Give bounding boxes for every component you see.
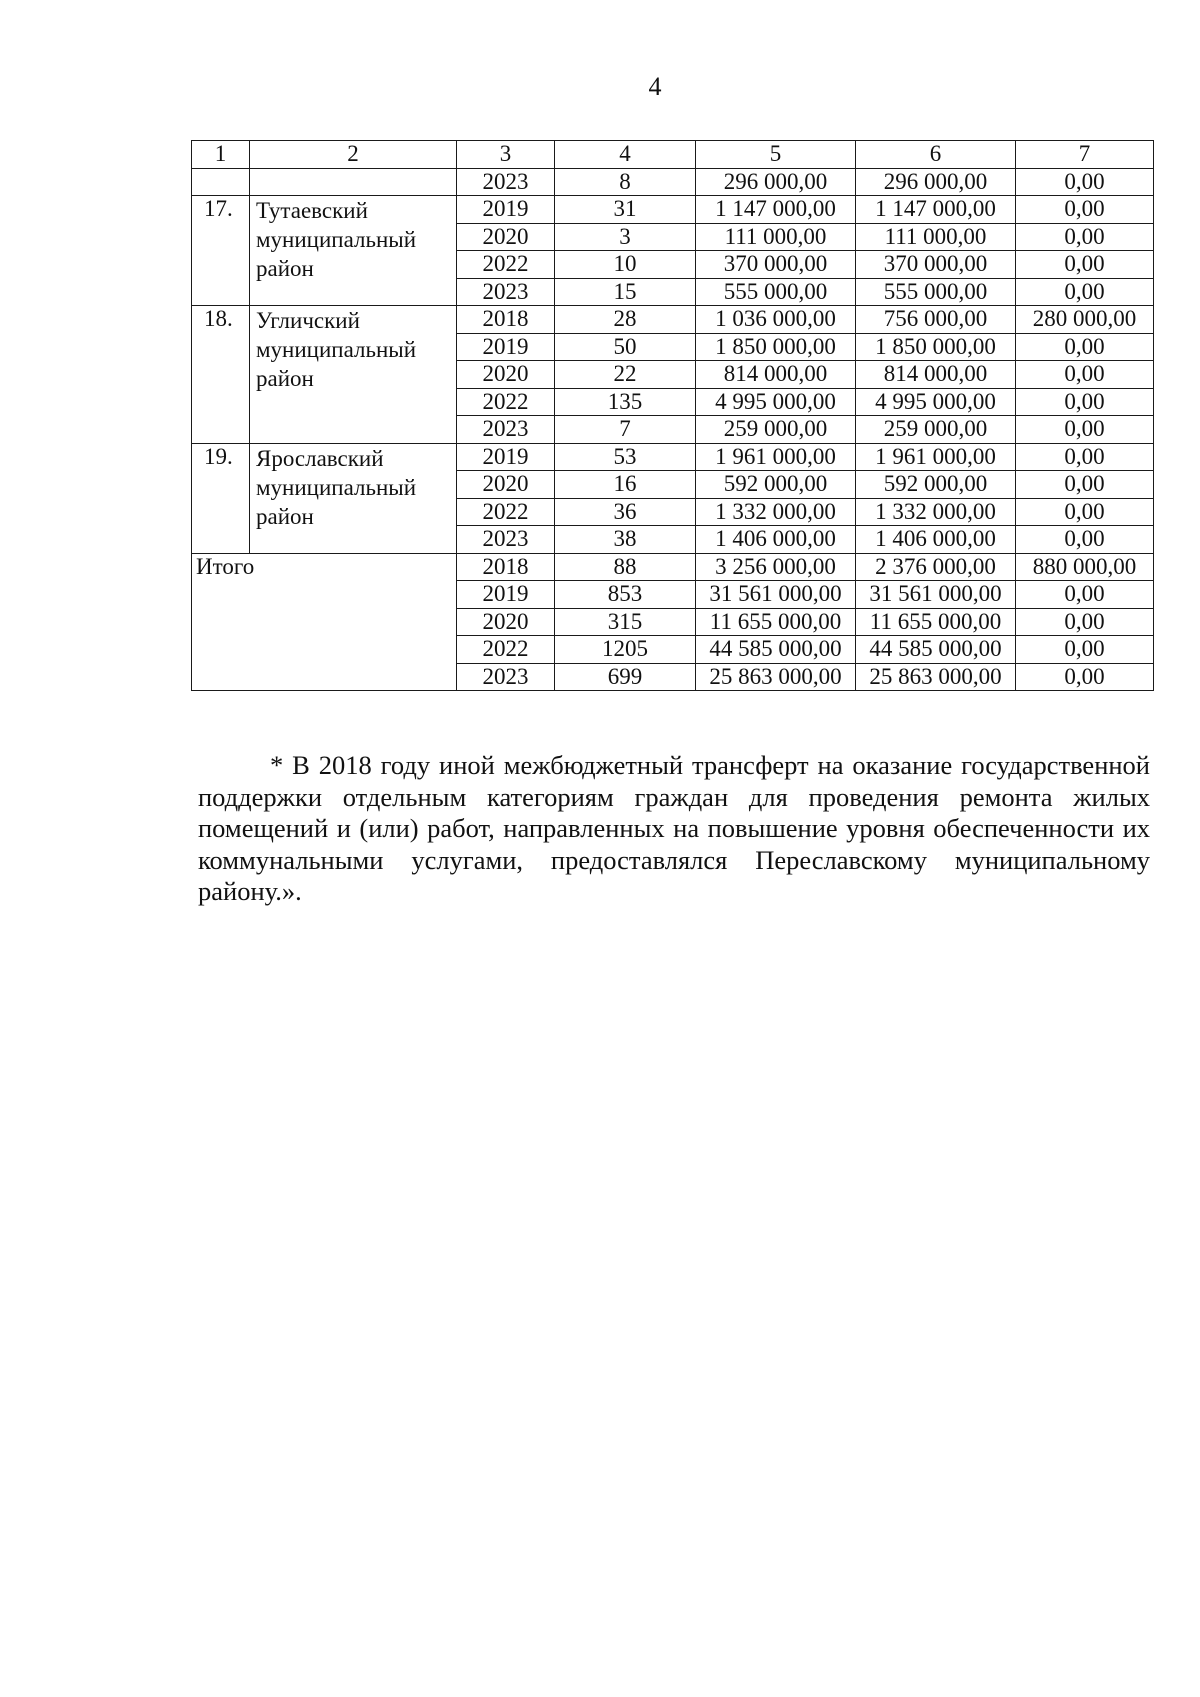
district-number-cell: 17.: [192, 196, 250, 306]
total-amount-cell: 814 000,00: [696, 361, 856, 389]
count-cell: 7: [555, 416, 696, 444]
year-cell: 2019: [457, 443, 555, 471]
subsidy-cell: 555 000,00: [856, 278, 1016, 306]
subsidy-cell: 1 961 000,00: [856, 443, 1016, 471]
number-cell: [192, 168, 250, 196]
count-cell: 31: [555, 196, 696, 224]
table-row: [192, 168, 1154, 196]
other-transfer-cell: 0,00: [1016, 223, 1154, 251]
district-number-cell: 19.: [192, 443, 250, 553]
other-transfer-cell: 0,00: [1016, 251, 1154, 279]
count-cell: 1205: [555, 636, 696, 664]
year-cell: 2020: [457, 471, 555, 499]
year-cell: 2022: [457, 498, 555, 526]
total-amount-cell: 259 000,00: [696, 416, 856, 444]
other-transfer-cell: 0,00: [1016, 416, 1154, 444]
other-transfer-cell: 0,00: [1016, 663, 1154, 691]
transfer-table: [191, 140, 1154, 691]
year-cell: 2020: [457, 361, 555, 389]
other-transfer-cell: 0,00: [1016, 526, 1154, 554]
subsidy-cell: 1 406 000,00: [856, 526, 1016, 554]
other-transfer-cell: 0,00: [1016, 168, 1154, 196]
total-amount-cell: 31 561 000,00: [696, 581, 856, 609]
district-name-cell: Угличский муниципальный район: [250, 306, 457, 444]
header-cell: 3: [457, 141, 555, 169]
page-number: 4: [648, 72, 662, 101]
subsidy-cell: 1 332 000,00: [856, 498, 1016, 526]
other-transfer-cell: 880 000,00: [1016, 553, 1154, 581]
total-amount-cell: 111 000,00: [696, 223, 856, 251]
subsidy-cell: 296 000,00: [856, 168, 1016, 196]
other-transfer-cell: 0,00: [1016, 608, 1154, 636]
total-amount-cell: 1 850 000,00: [696, 333, 856, 361]
subsidy-cell: 1 850 000,00: [856, 333, 1016, 361]
district-name-cell: Ярославский муниципальный район: [250, 443, 457, 553]
subsidy-cell: 4 995 000,00: [856, 388, 1016, 416]
total-amount-cell: 1 147 000,00: [696, 196, 856, 224]
table-body: [192, 141, 1154, 691]
other-transfer-cell: 0,00: [1016, 471, 1154, 499]
year-cell: 2023: [457, 416, 555, 444]
total-amount-cell: 296 000,00: [696, 168, 856, 196]
year-cell: 2018: [457, 306, 555, 334]
year-cell: 2019: [457, 581, 555, 609]
year-cell: 2023: [457, 168, 555, 196]
subsidy-cell: 11 655 000,00: [856, 608, 1016, 636]
other-transfer-cell: 0,00: [1016, 278, 1154, 306]
total-amount-cell: 11 655 000,00: [696, 608, 856, 636]
count-cell: 315: [555, 608, 696, 636]
total-amount-cell: 4 995 000,00: [696, 388, 856, 416]
table-row: [192, 306, 1154, 334]
other-transfer-cell: 0,00: [1016, 443, 1154, 471]
subsidy-cell: 756 000,00: [856, 306, 1016, 334]
subsidy-cell: 2 376 000,00: [856, 553, 1016, 581]
other-transfer-cell: 0,00: [1016, 196, 1154, 224]
table-row: [192, 196, 1154, 224]
count-cell: 135: [555, 388, 696, 416]
total-amount-cell: 370 000,00: [696, 251, 856, 279]
total-amount-cell: 1 961 000,00: [696, 443, 856, 471]
year-cell: 2020: [457, 608, 555, 636]
header-cell: 2: [250, 141, 457, 169]
total-amount-cell: 44 585 000,00: [696, 636, 856, 664]
year-cell: 2019: [457, 196, 555, 224]
subsidy-cell: 111 000,00: [856, 223, 1016, 251]
total-amount-cell: 1 406 000,00: [696, 526, 856, 554]
other-transfer-cell: 0,00: [1016, 388, 1154, 416]
count-cell: 853: [555, 581, 696, 609]
totals-row: [192, 553, 1154, 581]
total-amount-cell: 1 036 000,00: [696, 306, 856, 334]
district-number-cell: 18.: [192, 306, 250, 444]
total-amount-cell: 1 332 000,00: [696, 498, 856, 526]
year-cell: 2019: [457, 333, 555, 361]
year-cell: 2023: [457, 663, 555, 691]
count-cell: 16: [555, 471, 696, 499]
year-cell: 2020: [457, 223, 555, 251]
totals-label-cell: Итого: [192, 553, 457, 691]
year-cell: 2023: [457, 278, 555, 306]
year-cell: 2022: [457, 388, 555, 416]
header-cell: 1: [192, 141, 250, 169]
count-cell: 22: [555, 361, 696, 389]
count-cell: 53: [555, 443, 696, 471]
header-cell: 6: [856, 141, 1016, 169]
header-cell: 4: [555, 141, 696, 169]
table-row: [192, 443, 1154, 471]
year-cell: 2022: [457, 636, 555, 664]
subsidy-cell: 370 000,00: [856, 251, 1016, 279]
year-cell: 2023: [457, 526, 555, 554]
count-cell: 50: [555, 333, 696, 361]
subsidy-cell: 1 147 000,00: [856, 196, 1016, 224]
subsidy-cell: 25 863 000,00: [856, 663, 1016, 691]
year-cell: 2022: [457, 251, 555, 279]
total-amount-cell: 25 863 000,00: [696, 663, 856, 691]
subsidy-cell: 31 561 000,00: [856, 581, 1016, 609]
count-cell: 36: [555, 498, 696, 526]
other-transfer-cell: 280 000,00: [1016, 306, 1154, 334]
count-cell: 38: [555, 526, 696, 554]
count-cell: 3: [555, 223, 696, 251]
footnote: * В 2018 году иной межбюджетный трансферт на оказание государственной поддержки отдельным категориям граждан для проведения ремонта жилых помещений и (или) работ, направленных на повышение уровня обеспеченности их коммунальными услугами, предоставлялся Переславскому муниципальному району.».: [198, 750, 1150, 906]
total-amount-cell: 592 000,00: [696, 471, 856, 499]
other-transfer-cell: 0,00: [1016, 498, 1154, 526]
other-transfer-cell: 0,00: [1016, 581, 1154, 609]
table-header-row: [192, 141, 1154, 169]
count-cell: 15: [555, 278, 696, 306]
total-amount-cell: 3 256 000,00: [696, 553, 856, 581]
count-cell: 699: [555, 663, 696, 691]
other-transfer-cell: 0,00: [1016, 333, 1154, 361]
count-cell: 10: [555, 251, 696, 279]
subsidy-cell: 814 000,00: [856, 361, 1016, 389]
count-cell: 8: [555, 168, 696, 196]
header-cell: 7: [1016, 141, 1154, 169]
subsidy-cell: 44 585 000,00: [856, 636, 1016, 664]
header-cell: 5: [696, 141, 856, 169]
other-transfer-cell: 0,00: [1016, 636, 1154, 664]
district-name-cell: [250, 168, 457, 196]
subsidy-cell: 259 000,00: [856, 416, 1016, 444]
district-name-cell: Тутаевский муниципальный район: [250, 196, 457, 306]
subsidy-cell: 592 000,00: [856, 471, 1016, 499]
other-transfer-cell: 0,00: [1016, 361, 1154, 389]
count-cell: 88: [555, 553, 696, 581]
total-amount-cell: 555 000,00: [696, 278, 856, 306]
year-cell: 2018: [457, 553, 555, 581]
count-cell: 28: [555, 306, 696, 334]
